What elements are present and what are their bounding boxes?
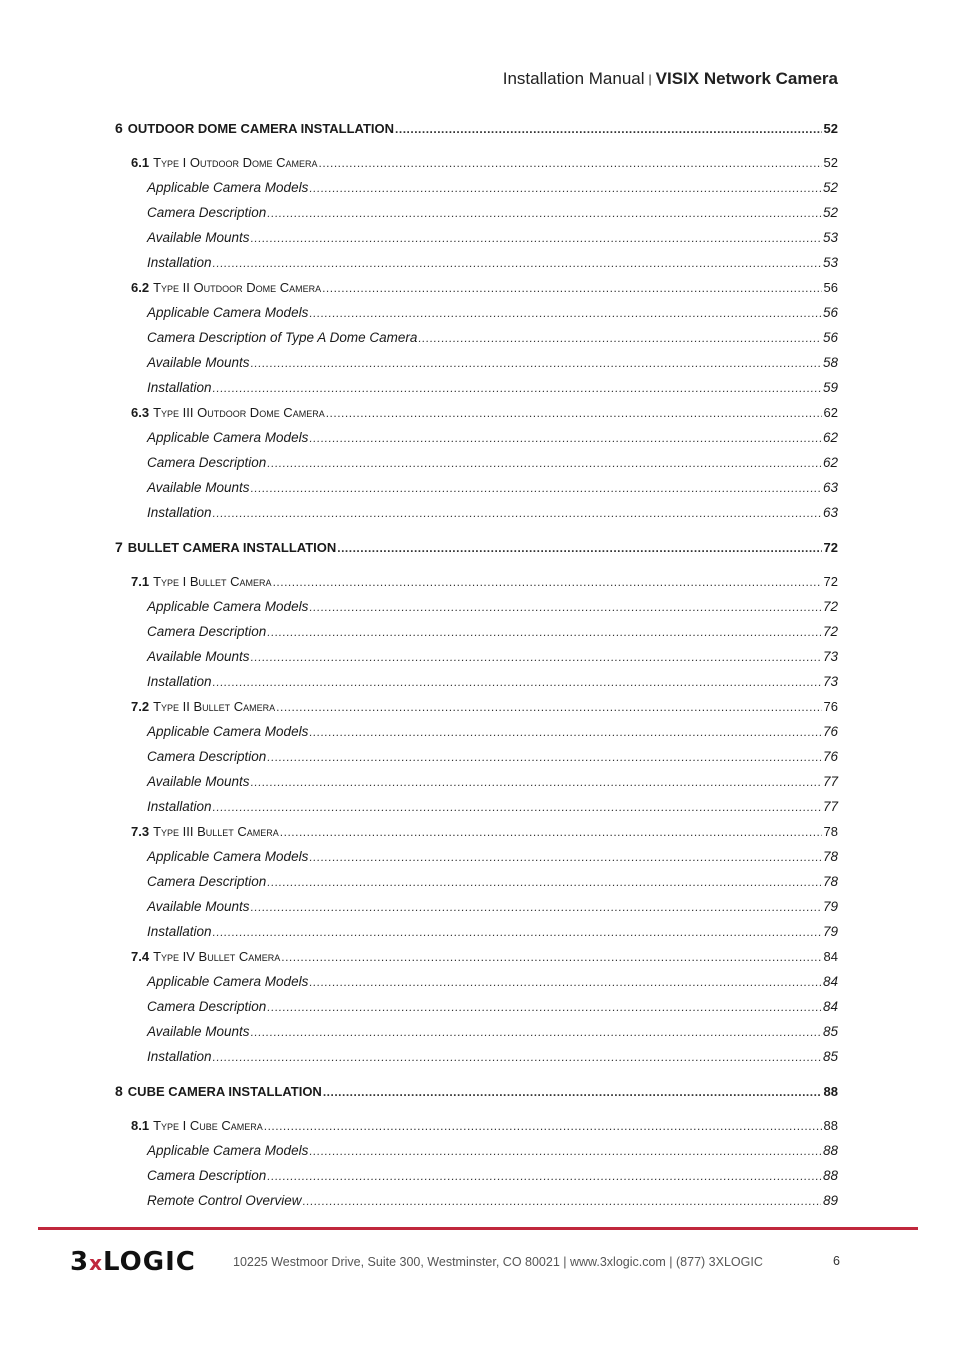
dot-leader <box>309 724 821 739</box>
toc-entry-page: 78 <box>822 874 838 889</box>
dot-leader <box>337 540 821 555</box>
running-header <box>503 69 838 89</box>
dot-leader <box>273 574 822 589</box>
toc-entry-sub[interactable] <box>147 180 838 195</box>
toc-entry-page: 56 <box>823 280 838 295</box>
toc-entry-title: Applicable Camera Models <box>147 724 309 739</box>
toc-entry-page: 53 <box>822 230 838 245</box>
toc-entry-title: Available Mounts <box>147 355 250 370</box>
toc-entry-page: 76 <box>823 699 838 714</box>
toc-entry-title: Camera Description <box>147 749 267 764</box>
toc-entry-sub[interactable] <box>147 305 838 320</box>
toc-entry-page: 56 <box>822 305 838 320</box>
toc-entry-page: 53 <box>822 255 838 270</box>
toc-entry-title: Applicable Camera Models <box>147 849 309 864</box>
toc-entry-page: 85 <box>822 1024 838 1039</box>
dot-leader <box>267 999 821 1014</box>
toc-entry-page: 84 <box>822 999 838 1014</box>
dot-leader <box>213 924 821 939</box>
toc-entry-number: 7 <box>115 539 123 555</box>
dot-leader <box>280 824 822 839</box>
toc-entry-page: 89 <box>822 1193 838 1208</box>
dot-leader <box>309 974 821 989</box>
toc-entry-chapter[interactable] <box>115 120 838 136</box>
toc-entry-title: Installation <box>147 799 212 814</box>
toc-entry-title: Type II Outdoor Dome Camera <box>153 280 322 295</box>
dot-leader <box>326 405 822 420</box>
toc-entry-title: Installation <box>147 255 212 270</box>
toc-entry-sub[interactable] <box>147 480 838 495</box>
toc-entry-title: BULLET CAMERA INSTALLATION <box>127 540 337 555</box>
toc-entry-sub[interactable] <box>147 330 838 345</box>
toc-entry-title: OUTDOOR DOME CAMERA INSTALLATION <box>127 121 395 136</box>
toc-entry-title: Available Mounts <box>147 480 250 495</box>
toc-entry-page: 88 <box>822 1168 838 1183</box>
toc-entry-chapter[interactable] <box>115 539 838 555</box>
toc-entry-title: Type I Outdoor Dome Camera <box>153 155 318 170</box>
toc-entry-sub[interactable] <box>147 674 838 689</box>
toc-entry-page: 72 <box>822 624 838 639</box>
dot-leader <box>309 849 821 864</box>
toc-entry-sub[interactable] <box>147 749 838 764</box>
toc-entry-title: Type I Bullet Camera <box>153 574 272 589</box>
toc-entry-page: 77 <box>822 799 838 814</box>
toc-entry-title: Type I Cube Camera <box>153 1118 263 1133</box>
toc-entry-page: 52 <box>822 180 838 195</box>
toc-entry-sub[interactable] <box>147 380 838 395</box>
toc-entry-sub[interactable] <box>147 430 838 445</box>
dot-leader <box>267 874 821 889</box>
toc-entry-sub[interactable] <box>147 255 838 270</box>
toc-entry-chapter[interactable] <box>115 1083 838 1099</box>
toc-entry-page: 62 <box>822 455 838 470</box>
toc-entry-section[interactable] <box>131 1118 838 1133</box>
toc-entry-sub[interactable] <box>147 974 838 989</box>
dot-leader <box>418 330 821 345</box>
toc-entry-section[interactable] <box>131 405 838 420</box>
toc-entry-sub[interactable] <box>147 849 838 864</box>
dot-leader <box>309 430 821 445</box>
toc-entry-title: Camera Description <box>147 999 267 1014</box>
toc-entry-page: 85 <box>822 1049 838 1064</box>
dot-leader <box>267 455 821 470</box>
toc-entry-title: Available Mounts <box>147 899 250 914</box>
toc-entry-page: 88 <box>823 1084 838 1099</box>
toc-entry-page: 58 <box>822 355 838 370</box>
toc-entry-section[interactable] <box>131 824 838 839</box>
header-separator: | <box>648 72 652 86</box>
toc-entry-section[interactable] <box>131 574 838 589</box>
toc-entry-title: Available Mounts <box>147 1024 250 1039</box>
footer-divider <box>38 1227 918 1230</box>
toc-entry-sub[interactable] <box>147 1168 838 1183</box>
toc-entry-sub[interactable] <box>147 1193 838 1208</box>
toc-entry-title: Applicable Camera Models <box>147 430 309 445</box>
dot-leader <box>322 280 821 295</box>
toc-entry-sub[interactable] <box>147 1024 838 1039</box>
dot-leader <box>323 1084 822 1099</box>
toc-entry-sub[interactable] <box>147 999 838 1014</box>
toc-entry-sub[interactable] <box>147 1143 838 1158</box>
dot-leader <box>303 1193 821 1208</box>
dot-leader <box>318 155 821 170</box>
toc-entry-number: 6 <box>115 120 123 136</box>
toc-entry-sub[interactable] <box>147 355 838 370</box>
dot-leader <box>213 1049 821 1064</box>
toc-entry-page: 78 <box>822 849 838 864</box>
toc-entry-section[interactable] <box>131 949 838 964</box>
dot-leader <box>267 1168 821 1183</box>
dot-leader <box>276 699 821 714</box>
toc-entry-title: Camera Description <box>147 205 267 220</box>
toc-entry-page: 59 <box>822 380 838 395</box>
dot-leader <box>213 505 821 520</box>
company-logo: 3xLOGIC <box>70 1247 196 1277</box>
dot-leader <box>213 380 821 395</box>
toc-entry-number: 6.1 <box>131 155 150 170</box>
toc-entry-page: 62 <box>823 405 838 420</box>
toc-entry-page: 52 <box>823 121 838 136</box>
dot-leader <box>309 1143 821 1158</box>
header-product-title: VISIX Network Camera <box>655 69 838 88</box>
toc-entry-title: CUBE CAMERA INSTALLATION <box>127 1084 322 1099</box>
dot-leader <box>267 749 821 764</box>
toc-entry-page: 79 <box>822 899 838 914</box>
toc-entry-page: 52 <box>823 155 838 170</box>
dot-leader <box>264 1118 822 1133</box>
toc-entry-title: Camera Description <box>147 624 267 639</box>
toc-entry-title: Installation <box>147 1049 212 1064</box>
toc-entry-page: 73 <box>822 674 838 689</box>
toc-entry-section[interactable] <box>131 699 838 714</box>
toc-entry-title: Type II Bullet Camera <box>153 699 276 714</box>
dot-leader <box>251 774 821 789</box>
toc-entry-sub[interactable] <box>147 899 838 914</box>
toc-entry-number: 7.3 <box>131 824 150 839</box>
toc-entry-sub[interactable] <box>147 1049 838 1064</box>
toc-entry-page: 72 <box>823 540 838 555</box>
toc-entry-page: 78 <box>823 824 838 839</box>
toc-entry-title: Type III Bullet Camera <box>153 824 279 839</box>
toc-entry-title: Type III Outdoor Dome Camera <box>153 405 325 420</box>
toc-entry-title: Type IV Bullet Camera <box>153 949 281 964</box>
dot-leader <box>251 230 821 245</box>
toc-entry-title: Camera Description <box>147 874 267 889</box>
dot-leader <box>281 949 821 964</box>
toc-entry-title: Available Mounts <box>147 649 250 664</box>
toc-entry-page: 72 <box>822 599 838 614</box>
toc-entry-page: 56 <box>822 330 838 345</box>
toc-entry-number: 8 <box>115 1083 123 1099</box>
toc-entry-number: 6.3 <box>131 405 150 420</box>
toc-entry-page: 76 <box>822 724 838 739</box>
toc-entry-page: 88 <box>823 1118 838 1133</box>
dot-leader <box>395 121 821 136</box>
toc-entry-page: 73 <box>822 649 838 664</box>
toc-entry-page: 63 <box>822 505 838 520</box>
toc-entry-title: Available Mounts <box>147 774 250 789</box>
toc-entry-number: 6.2 <box>131 280 150 295</box>
toc-entry-sub[interactable] <box>147 599 838 614</box>
dot-leader <box>309 180 821 195</box>
dot-leader <box>251 899 821 914</box>
toc-entry-page: 84 <box>822 974 838 989</box>
toc-entry-title: Installation <box>147 380 212 395</box>
toc-entry-sub[interactable] <box>147 455 838 470</box>
dot-leader <box>251 355 821 370</box>
dot-leader <box>267 205 821 220</box>
dot-leader <box>251 649 821 664</box>
toc-entry-page: 62 <box>822 430 838 445</box>
toc-entry-page: 77 <box>822 774 838 789</box>
toc-entry-title: Applicable Camera Models <box>147 1143 309 1158</box>
dot-leader <box>309 599 821 614</box>
toc-entry-section[interactable] <box>131 155 838 170</box>
toc-entry-page: 84 <box>823 949 838 964</box>
toc-entry-title: Remote Control Overview <box>147 1193 302 1208</box>
toc-entry-sub[interactable] <box>147 205 838 220</box>
toc-entry-number: 8.1 <box>131 1118 150 1133</box>
header-manual-label: Installation Manual <box>502 69 645 88</box>
toc-entry-sub[interactable] <box>147 624 838 639</box>
toc-entry-title: Applicable Camera Models <box>147 599 309 614</box>
toc-entry-section[interactable] <box>131 280 838 295</box>
dot-leader <box>251 1024 821 1039</box>
toc-entry-page: 88 <box>822 1143 838 1158</box>
dot-leader <box>267 624 821 639</box>
toc-entry-title: Camera Description of Type A Dome Camera <box>147 330 418 345</box>
page-number: 6 <box>833 1254 840 1268</box>
toc-entry-title: Applicable Camera Models <box>147 974 309 989</box>
toc-entry-sub[interactable] <box>147 924 838 939</box>
toc-entry-title: Installation <box>147 674 212 689</box>
toc-entry-page: 52 <box>822 205 838 220</box>
toc-entry-title: Applicable Camera Models <box>147 180 309 195</box>
dot-leader <box>251 480 821 495</box>
toc-entry-sub[interactable] <box>147 724 838 739</box>
toc-entry-title: Installation <box>147 924 212 939</box>
toc-entry-number: 7.4 <box>131 949 150 964</box>
toc-entry-page: 79 <box>822 924 838 939</box>
toc-entry-sub[interactable] <box>147 505 838 520</box>
toc-entry-page: 76 <box>822 749 838 764</box>
toc-entry-sub[interactable] <box>147 774 838 789</box>
toc-entry-page: 72 <box>823 574 838 589</box>
footer-address: 10225 Westmoor Drive, Suite 300, Westminster, CO 80021 | www.3xlogic.com | (877) 3XLOGIC <box>233 1255 763 1269</box>
toc-entry-sub[interactable] <box>147 230 838 245</box>
dot-leader <box>213 674 821 689</box>
toc-entry-title: Available Mounts <box>147 230 250 245</box>
toc-entry-page: 63 <box>822 480 838 495</box>
toc-entry-sub[interactable] <box>147 799 838 814</box>
toc-entry-title: Applicable Camera Models <box>147 305 309 320</box>
dot-leader <box>309 305 821 320</box>
toc-entry-title: Camera Description <box>147 455 267 470</box>
dot-leader <box>213 799 821 814</box>
toc-entry-sub[interactable] <box>147 874 838 889</box>
toc-entry-title: Installation <box>147 505 212 520</box>
toc-entry-sub[interactable] <box>147 649 838 664</box>
dot-leader <box>213 255 821 270</box>
toc-entry-number: 7.1 <box>131 574 150 589</box>
toc-entry-title: Camera Description <box>147 1168 267 1183</box>
toc-entry-number: 7.2 <box>131 699 150 714</box>
